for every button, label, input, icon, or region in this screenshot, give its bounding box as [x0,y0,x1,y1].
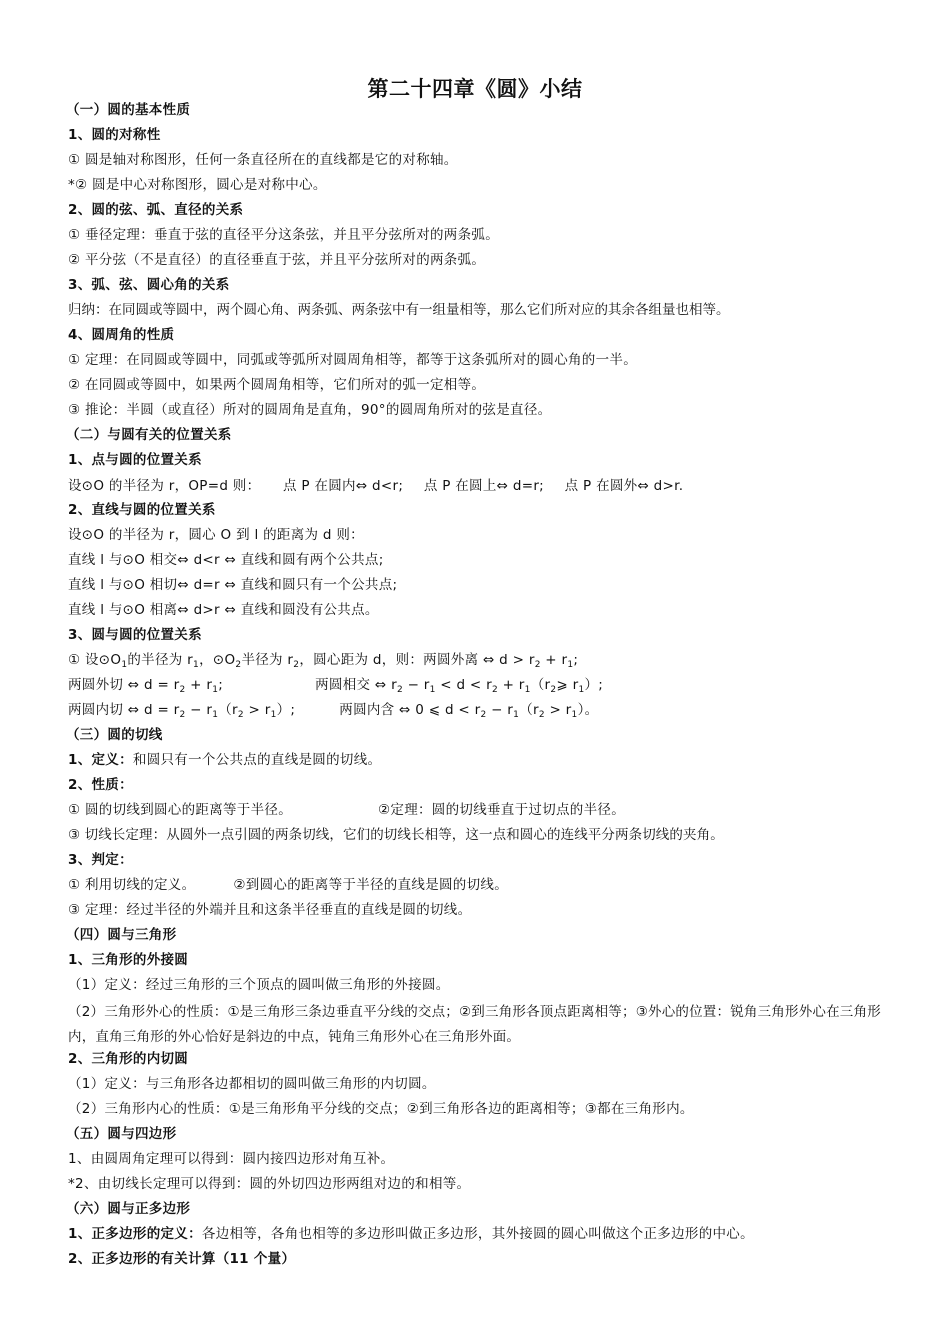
cc2-part: < d < r [435,677,492,693]
s1-line-5: 归纳：在同圆或等圆中，两个圆心角、两条弧、两条弦中有一组量相等，那么它们所对应的其余各组量也相等。 [68,302,730,318]
s2-subheading-2: 2、直线与圆的位置关系 [68,502,216,518]
cc2-part: − r [402,677,430,693]
s1-line-6: ① 定理：在同圆或等圆中，同弧或等弧所对圆周角相等，都等于这条弧所对的圆心角的一半。 [68,352,637,368]
cc2-part: ⩾ r [556,677,579,693]
cc3-part: 两圆内含 ⇔ 0 ⩽ d < r [339,702,481,718]
cc1-part: + r [540,652,568,668]
section-6-heading: （六）圆与正多边形 [66,1201,191,1217]
cc2-part: + r [185,677,213,693]
circle-circle-line-3 [68,701,884,720]
subscript: 1 [524,685,531,695]
page-title: 第二十四章《圆》小结 [367,77,583,101]
subscript: 1 [429,685,436,695]
cc3-part: 两圆内切 ⇔ d = r [68,702,180,718]
s3-line-2: ③ 切线长定理：从圆外一点引圆的两条切线，它们的切线长相等，这一点和圆心的连线平分两条切线的夹角。 [68,827,724,843]
s1-line-7: ② 在同圆或等圆中，如果两个圆周角相等，它们所对的弧一定相等。 [68,377,486,393]
s4-line-3: （1）定义：与三角形各边都相切的圆叫做三角形的内切圆。 [68,1076,436,1092]
s3-subheading-2: 2、性质： [68,777,133,793]
section-2-heading: （二）与圆有关的位置关系 [66,427,232,443]
point-circle-line [68,477,884,496]
tangent-property-1: ① 圆的切线到圆心的距离等于半径。 [68,802,292,818]
cc3-part: − r [486,702,514,718]
tangent-test-2: ②到圆心的距离等于半径的直线是圆的切线。 [233,877,509,893]
regular-polygon-definition [68,1225,884,1244]
s5-line-2: *2、由切线长定理可以得到：圆的外切四边形两组对边的和相等。 [68,1176,471,1192]
circle-circle-line-1 [68,651,884,670]
cc3-part: > r [544,702,572,718]
s2-line-1: 设⊙O 的半径为 r，圆心 O 到 l 的距离为 d 则： [68,527,364,543]
cc3-part: ）; [276,702,296,718]
regular-polygon-definition-text: 各边相等，各角也相等的多边形叫做正多边形，其外接圆的圆心叫做这个正多边形的中心。 [201,1226,754,1242]
section-1-heading: （一）圆的基本性质 [66,102,191,118]
section-4-heading: （四）圆与三角形 [66,927,177,943]
tangent-test-1: ① 利用切线的定义。 [68,877,196,893]
s3-line-1 [68,801,884,820]
s2-line-3: 直线 l 与⊙O 相切⇔ d=r ⇔ 直线和圆只有一个公共点; [68,577,398,593]
subscript: 2 [491,685,499,695]
s1-subheading-4: 4、圆周角的性质 [68,327,175,343]
s1-line-2: *② 圆是中心对称图形，圆心是对称中心。 [68,177,327,193]
s1-subheading-2: 2、圆的弦、弧、直径的关系 [68,202,244,218]
subscript: 2 [235,660,242,670]
subscript: 2 [550,685,557,695]
cc1-part: 的半径为 r [127,652,194,668]
circle-circle-line-2 [68,676,884,695]
subscript: 1 [193,660,200,670]
s1-subheading-1: 1、圆的对称性 [68,127,161,143]
s4-line-2: （2）三角形外心的性质：①是三角形三条边垂直平分线的交点；②到三角形各顶点距离相等；③外心的位置：锐角三角形外心在三角形内，直角三角形的外心恰好是斜边的中点，钝角三角形外心在三角形外面。 [68,1004,881,1045]
subscript: 1 [513,710,520,720]
subscript: 2 [538,710,545,720]
cc1-part: ，⊙O [199,652,236,668]
tangent-definition-label: 1、定义： [68,752,133,768]
subscript: 1 [567,660,574,670]
s5-line-1: 1、由圆周角定理可以得到：圆内接四边形对角互补。 [68,1151,395,1167]
subscript: 2 [480,710,487,720]
subscript: 1 [212,710,219,720]
cc3-part: > r [243,702,271,718]
cc3-part: − r [185,702,213,718]
point-on: 点 P 在圆上⇔ d=r; [423,478,545,494]
subscript: 1 [212,685,219,695]
regular-polygon-definition-label: 1、正多边形的定义： [68,1226,202,1242]
s4-subheading-1: 1、三角形的外接圆 [68,952,189,968]
s2-line-4: 直线 l 与⊙O 相离⇔ d>r ⇔ 直线和圆没有公共点。 [68,602,379,618]
cc3-part: ）。 [577,702,599,718]
s4-subheading-2: 2、三角形的内切圆 [68,1051,189,1067]
cc2-part: 两圆相交 ⇔ r [315,677,397,693]
cc1-part: ; [573,652,579,668]
tangent-property-2: ②定理：圆的切线垂直于过切点的半径。 [378,802,626,818]
subscript: 2 [293,660,300,670]
subscript: 1 [270,710,277,720]
subscript: 2 [396,685,403,695]
section-5-heading: （五）圆与四边形 [66,1126,177,1142]
s1-line-4: ② 平分弦（不是直径）的直径垂直于弦，并且平分弦所对的两条弧。 [68,252,486,268]
s3-line-3 [68,876,884,895]
cc2-part: 两圆外切 ⇔ d = r [68,677,180,693]
cc1-part: ，圆心距为 d，则：两圆外离 ⇔ d > r [299,652,535,668]
s2-line-2: 直线 l 与⊙O 相交⇔ d<r ⇔ 直线和圆有两个公共点; [68,552,384,568]
cc2-part: （r [530,677,551,693]
section-3-heading: （三）圆的切线 [66,727,163,743]
s3-line-4: ③ 定理：经过半径的外端并且和这条半径垂直的直线是圆的切线。 [68,902,472,918]
subscript: 2 [237,710,244,720]
cc3-part: （r [218,702,238,718]
s4-line-1: （1）定义：经过三角形的三个顶点的圆叫做三角形的外接圆。 [68,977,450,993]
point-outside: 点 P 在圆外⇔ d>r. [564,478,684,494]
cc1-part: ① 设⊙O [68,652,122,668]
subscript: 1 [578,685,585,695]
cc2-part: + r [498,677,525,693]
s4-line-4: （2）三角形内心的性质：①是三角形角平分线的交点；②到三角形各边的距离相等；③都在三角形内。 [68,1101,694,1117]
s1-line-3: ① 垂径定理：垂直于弦的直径平分这条弦，并且平分弦所对的两条弧。 [68,227,499,243]
s3-subheading-3: 3、判定： [68,852,133,868]
subscript: 2 [179,710,186,720]
cc2-part: ）; [584,677,604,693]
tangent-definition [68,751,884,770]
s1-line-1: ① 圆是轴对称图形，任何一条直径所在的直线都是它的对称轴。 [68,152,458,168]
subscript: 1 [571,710,578,720]
point-circle-intro: 设⊙O 的半径为 r，OP=d 则： [68,478,261,494]
cc2-part: ; [218,677,224,693]
cc3-part: （r [519,702,539,718]
subscript: 2 [179,685,186,695]
s2-subheading-1: 1、点与圆的位置关系 [68,452,202,468]
s6-subheading-2: 2、正多边形的有关计算（11 个量） [68,1251,296,1267]
s1-line-8: ③ 推论：半圆（或直径）所对的圆周角是直角，90°的圆周角所对的弦是直径。 [68,402,552,418]
tangent-definition-text: 和圆只有一个公共点的直线是圆的切线。 [132,752,382,768]
cc1-part: 半径为 r [241,652,294,668]
subscript: 1 [121,660,128,670]
s2-subheading-3: 3、圆与圆的位置关系 [68,627,202,643]
s1-subheading-3: 3、弧、弦、圆心角的关系 [68,277,230,293]
subscript: 2 [534,660,541,670]
point-inside: 点 P 在圆内⇔ d<r; [283,478,404,494]
